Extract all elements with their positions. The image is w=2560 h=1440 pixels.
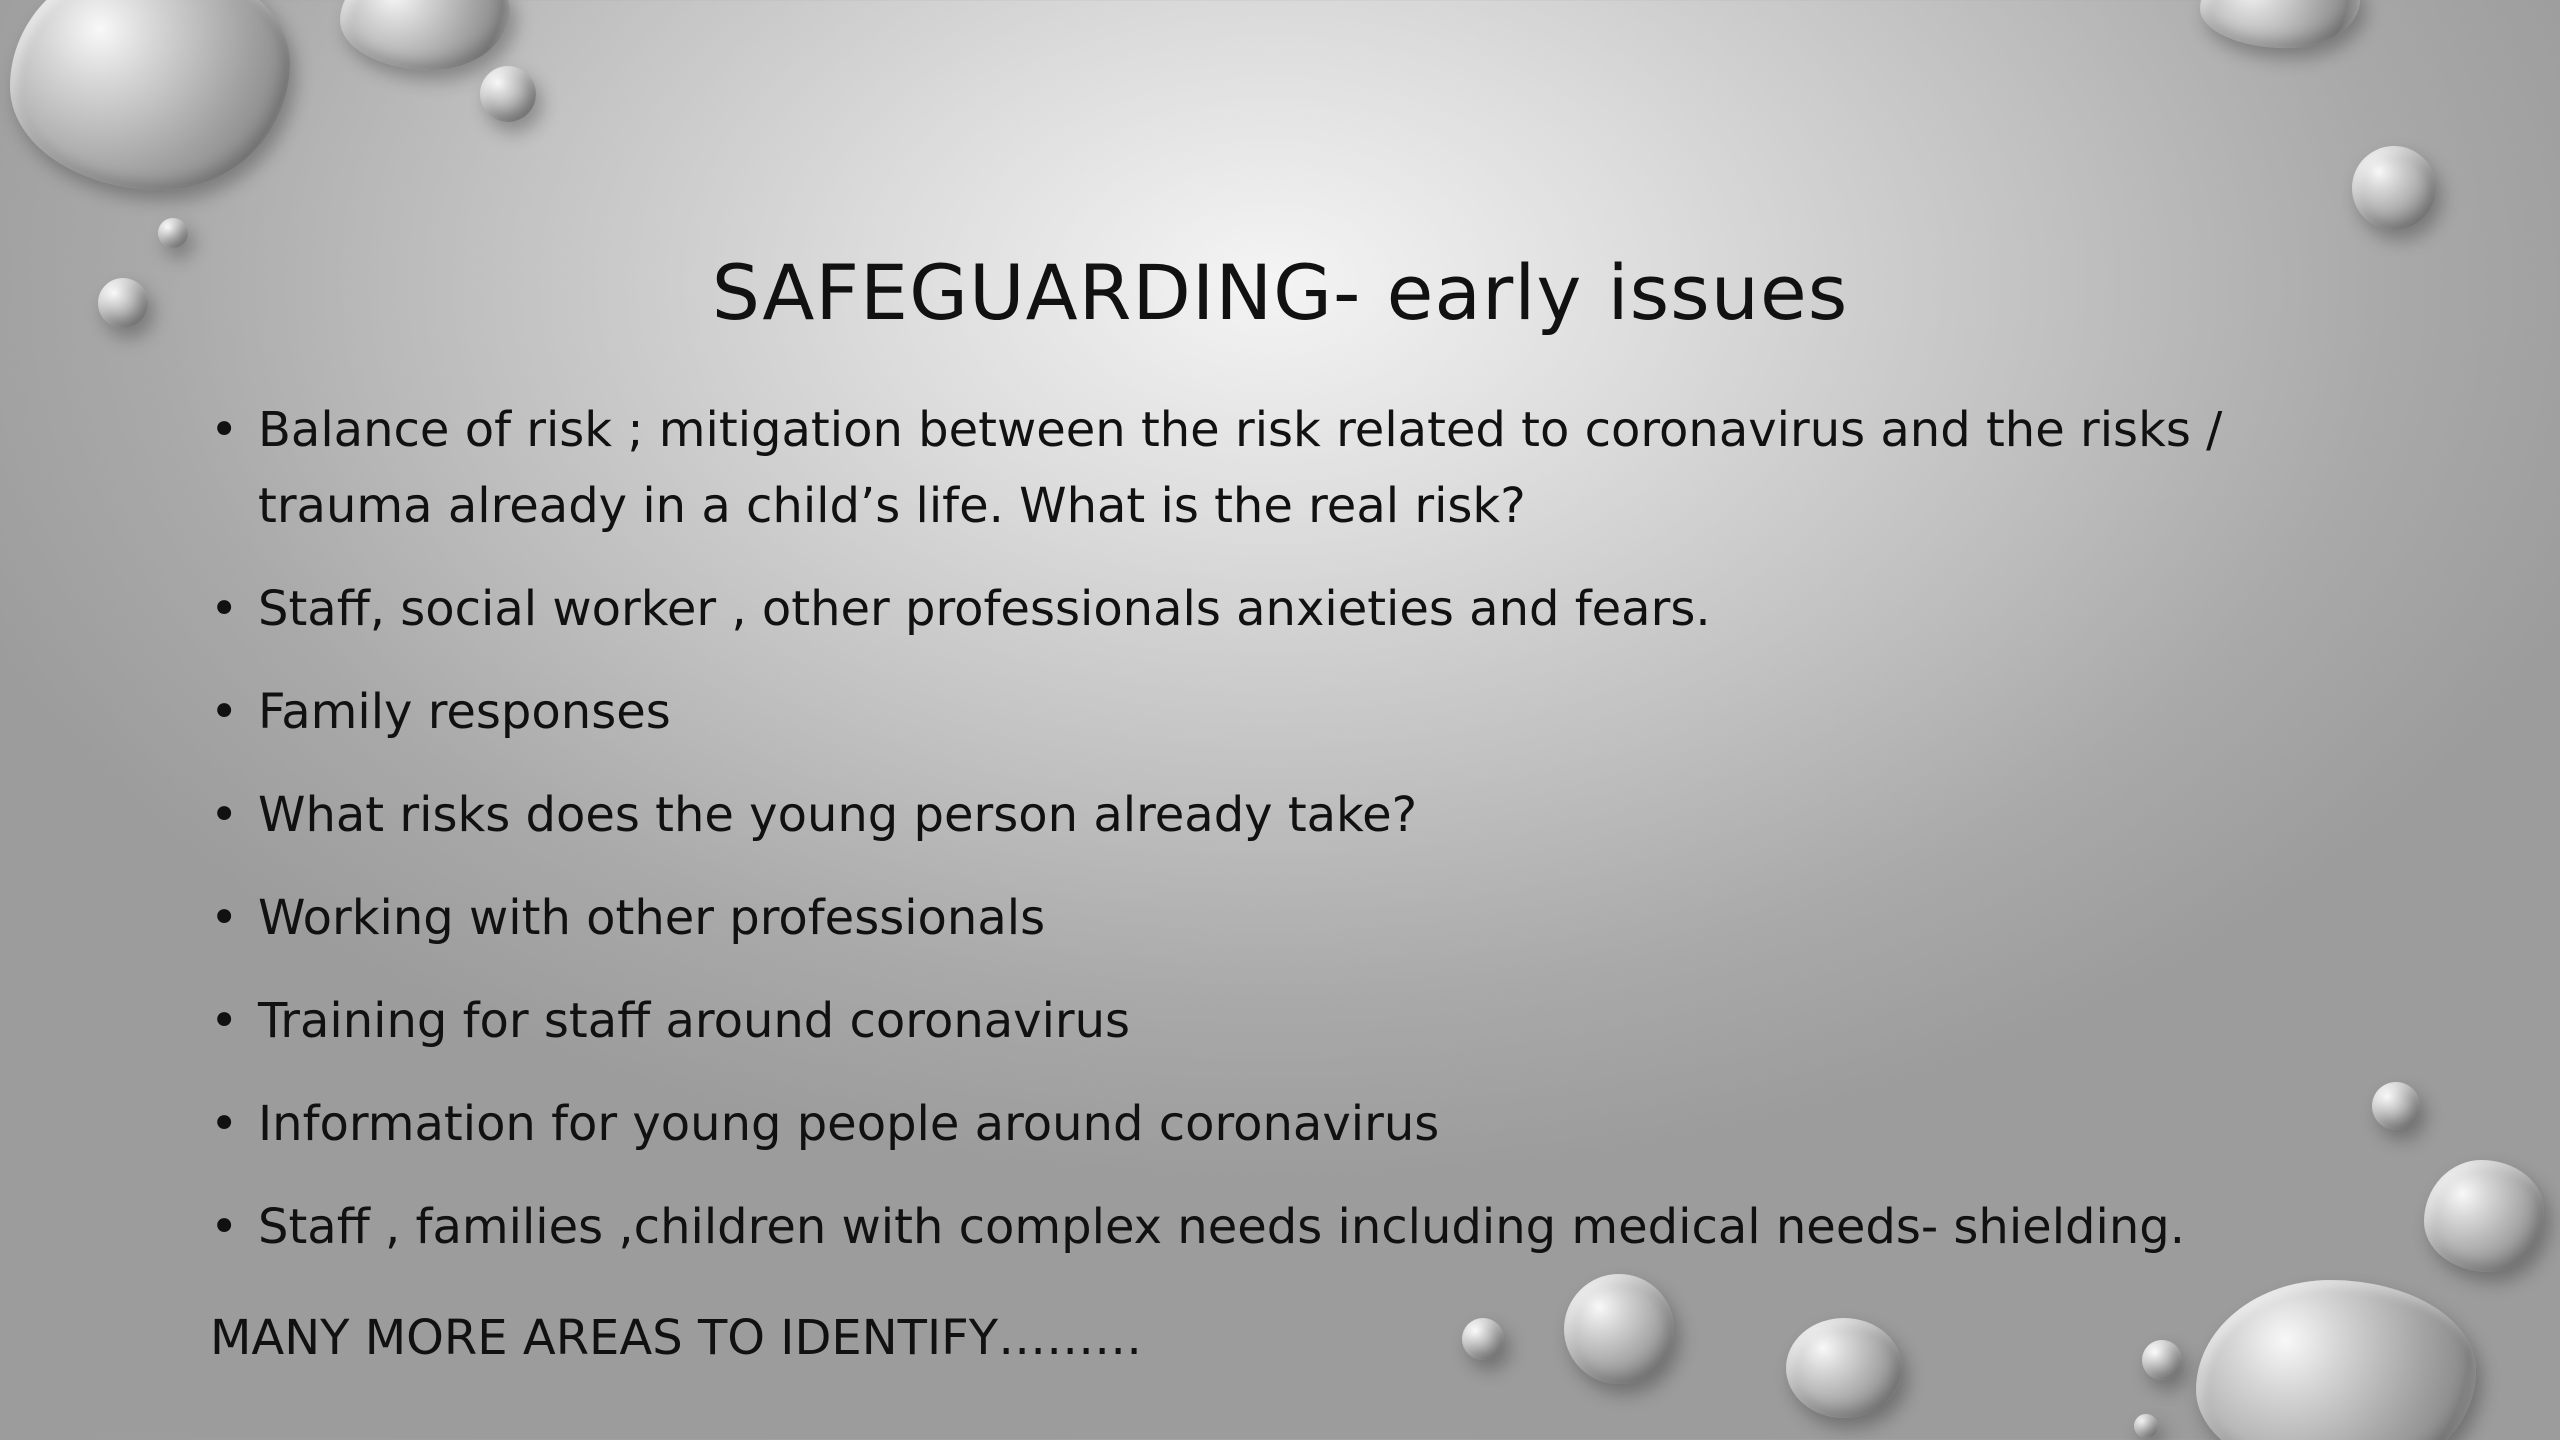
list-item [210, 392, 2390, 544]
water-droplet-decoration [10, 0, 290, 190]
bullet-text: Information for young people around coronavirus [258, 1096, 1440, 1152]
water-droplet-decoration [1786, 1318, 1902, 1418]
water-droplet-decoration [2352, 146, 2436, 230]
bullet-marker: • [210, 581, 239, 637]
bullet-text: Training for staff around coronavirus [258, 993, 1131, 1049]
list-item [210, 571, 2390, 647]
water-droplet-decoration [2424, 1160, 2544, 1272]
bullet-marker: • [210, 993, 239, 1049]
bullet-marker: • [210, 684, 239, 740]
bullet-text: Staff, social worker , other professionals anxieties and fears. [258, 581, 1711, 637]
list-item [210, 777, 2390, 853]
water-droplet-decoration [158, 218, 188, 248]
water-droplet-decoration [2196, 1280, 2476, 1440]
bullet-marker: • [210, 402, 239, 458]
list-item [210, 983, 2390, 1059]
bullet-text: What risks does the young person already take? [258, 787, 1418, 843]
bullet-marker: • [210, 890, 239, 946]
water-droplet-decoration [1462, 1318, 1504, 1360]
bullet-text: Staff , families ,children with complex needs including medical needs- shielding. [258, 1199, 2185, 1255]
water-droplet-decoration [480, 66, 536, 122]
water-droplet-decoration [2142, 1340, 2182, 1380]
closing-note: MANY MORE AREAS TO IDENTIFY……… [210, 1310, 1143, 1366]
bullet-marker: • [210, 1096, 239, 1152]
water-droplet-decoration [2134, 1414, 2158, 1438]
bullet-text: Family responses [258, 684, 671, 740]
list-item [210, 880, 2390, 956]
bullet-text: Working with other professionals [258, 890, 1046, 946]
list-item [210, 674, 2390, 750]
bullet-marker: • [210, 787, 239, 843]
slide-title: SAFEGUARDING- early issues [711, 248, 1849, 337]
water-droplet-decoration [2200, 0, 2360, 48]
bullet-text: Balance of risk ; mitigation between the risk related to coronavirus and the risks / trauma already in a child’s life. What is the real risk? [258, 402, 2223, 534]
water-droplet-decoration [340, 0, 510, 70]
list-item [210, 1086, 2390, 1162]
bullet-marker: • [210, 1199, 239, 1255]
list-item [210, 1189, 2390, 1265]
bullet-list [210, 392, 2390, 1292]
